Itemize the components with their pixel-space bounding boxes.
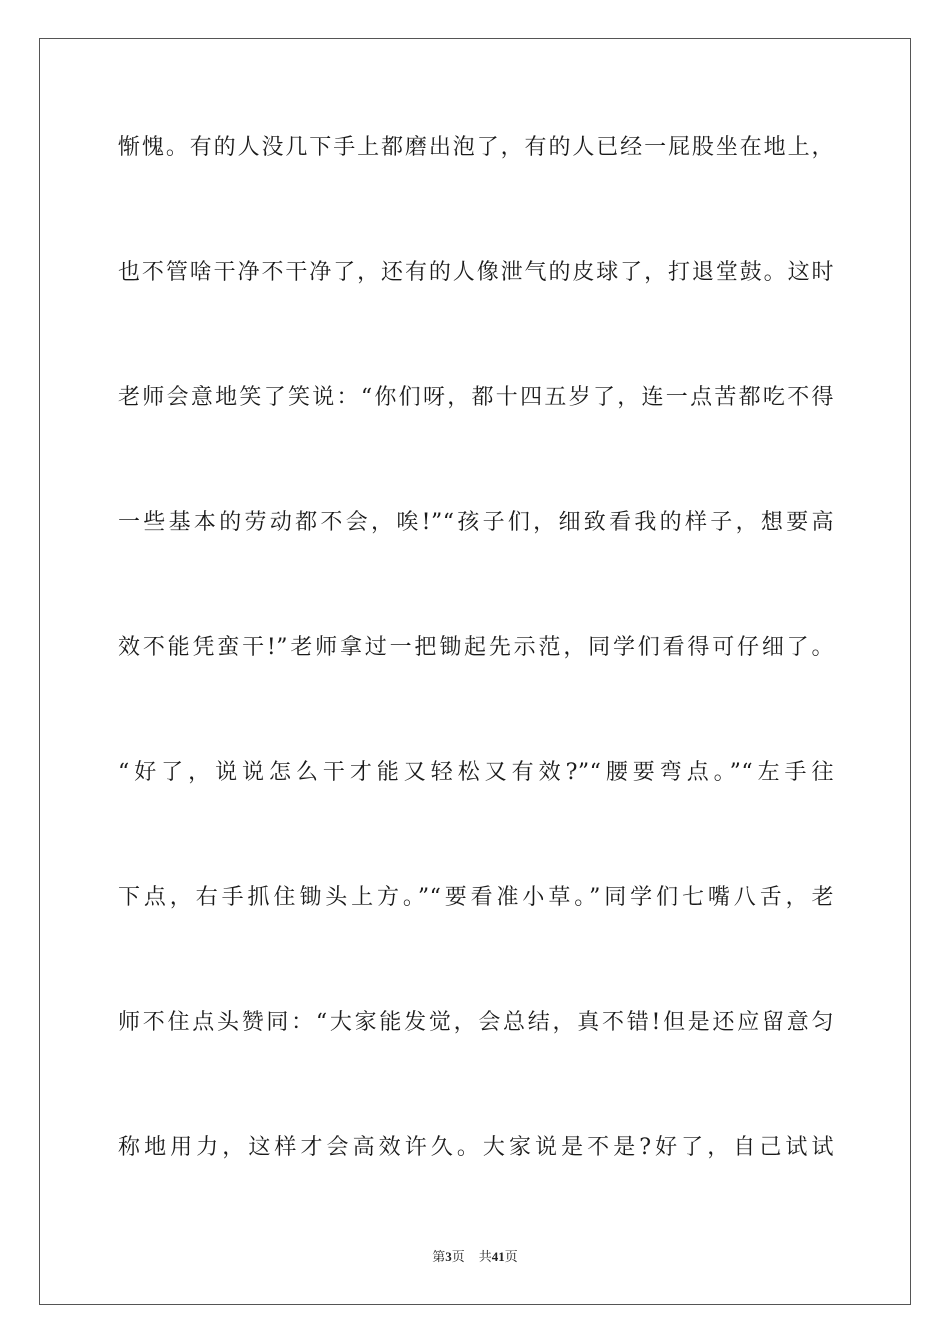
total-pages-indicator (479, 1248, 518, 1267)
total-prefix: 共 (478, 1250, 492, 1265)
page-prefix: 第 (432, 1250, 446, 1265)
page-indicator (432, 1248, 465, 1267)
total-pages: 41 (491, 1249, 505, 1264)
text-line: 老师会意地笑了笑说：“你们呀，都十四五岁了，连一点苦都吃不得 (118, 385, 834, 410)
page-suffix: 页 (451, 1250, 465, 1265)
page-footer (0, 1248, 950, 1267)
text-line: 师不住点头赞同：“大家能发觉，会总结，真不错!但是还应留意匀 (118, 1010, 834, 1035)
page-border (39, 38, 911, 1305)
text-line: “好了，说说怎么干才能又轻松又有效?”“腰要弯点。”“左手往 (118, 760, 834, 785)
total-suffix: 页 (504, 1250, 518, 1265)
text-line: 惭愧。有的人没几下手上都磨出泡了，有的人已经一屁股坐在地上， (118, 135, 834, 160)
text-line: 一些基本的劳动都不会，唉!”“孩子们，细致看我的样子，想要高 (118, 510, 834, 535)
text-line: 效不能凭蛮干!”老师拿过一把锄起先示范，同学们看得可仔细了。 (118, 635, 834, 660)
text-line: 下点，右手抓住锄头上方。”“要看准小草。”同学们七嘴八舌，老 (118, 885, 834, 910)
text-line: 也不管啥干净不干净了，还有的人像泄气的皮球了，打退堂鼓。这时 (118, 260, 834, 285)
page-number: 3 (445, 1249, 452, 1264)
text-line: 称地用力，这样才会高效许久。大家说是不是?好了，自己试试 (118, 1135, 834, 1160)
